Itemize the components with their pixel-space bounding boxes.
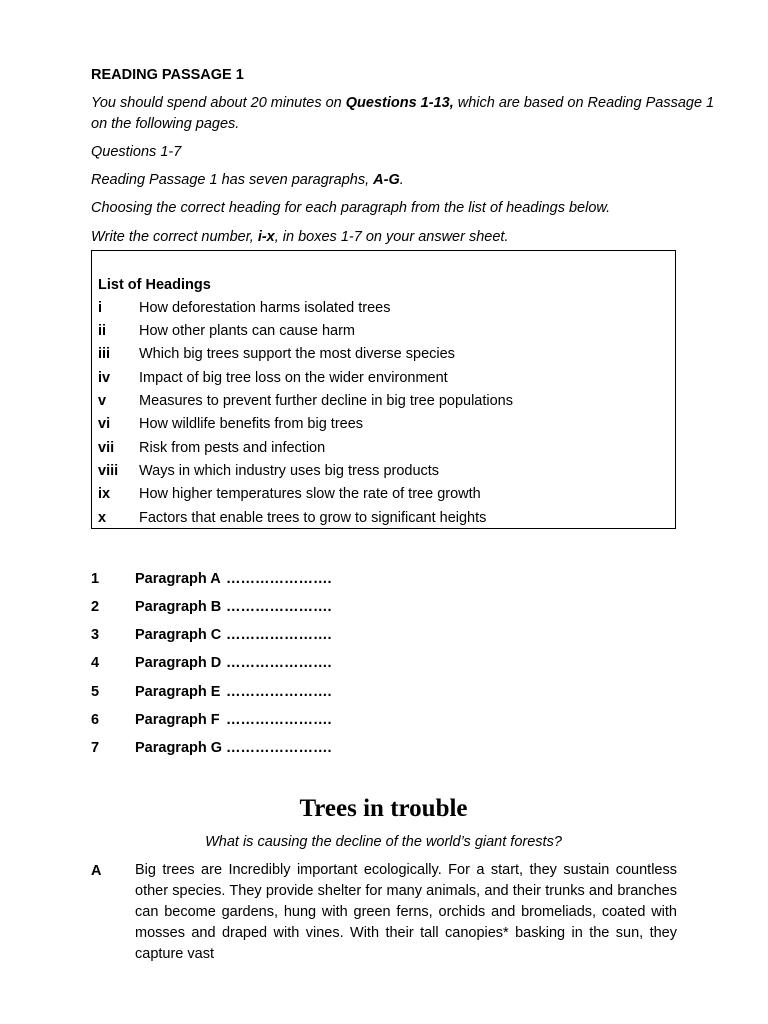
- question-row-4: 4 Paragraph D ………………….: [91, 655, 332, 671]
- heading-item: ii How other plants can cause harm: [98, 323, 355, 339]
- instruction-3: Choosing the correct heading for each paragraph from the list of headings below.: [91, 200, 611, 216]
- question-row-5: 5 Paragraph E ………………….: [91, 684, 332, 700]
- heading-item: iv Impact of big tree loss on the wider environment: [98, 370, 448, 386]
- paragraph-letter-a: A: [91, 863, 102, 879]
- questions-range: Questions 1-7: [91, 144, 182, 160]
- answer-blank[interactable]: ………………….: [226, 712, 332, 728]
- instruction-1-line-2: on the following pages.: [91, 116, 240, 132]
- heading-item: ix How higher temperatures slow the rate of tree growth: [98, 486, 481, 502]
- question-row-1: 1 Paragraph A ………………….: [91, 571, 332, 587]
- answer-blank[interactable]: ………………….: [226, 599, 332, 615]
- passage-title: Trees in trouble: [299, 795, 468, 822]
- answer-blank[interactable]: ………………….: [226, 571, 332, 587]
- heading-item: i How deforestation harms isolated trees: [98, 300, 391, 316]
- paragraph-a-text: Big trees are Incredibly important ecologically. For a start, they sustain countless other species. They provide shelter for many animals, and their trunks and branches can become gardens, hung with green ferns, orchids and bromeliads, coated with mosses and draped with vines. With their tall canopies* basking in the sun, they capture vast: [135, 862, 677, 962]
- heading-item: v Measures to prevent further decline in big tree populations: [98, 393, 513, 409]
- heading-item: vii Risk from pests and infection: [98, 440, 326, 456]
- heading-item: viii Ways in which industry uses big tress products: [98, 463, 440, 479]
- answer-blank[interactable]: ………………….: [226, 684, 332, 700]
- question-row-6: 6 Paragraph F ………………….: [91, 712, 332, 728]
- heading-item: vi How wildlife benefits from big trees: [98, 416, 364, 432]
- question-row-2: 2 Paragraph B ………………….: [91, 599, 332, 615]
- list-of-headings-box: [91, 250, 676, 529]
- passage-subtitle: What is causing the decline of the world’s giant forests?: [205, 834, 562, 850]
- answer-blank[interactable]: ………………….: [226, 627, 332, 643]
- question-row-3: 3 Paragraph C ………………….: [91, 627, 332, 643]
- section-title: READING PASSAGE 1: [91, 67, 244, 83]
- instruction-1-line-1: You should spend about 20 minutes on Questions 1-13, which are based on Reading Passage 1: [91, 95, 715, 111]
- heading-item: x Factors that enable trees to grow to significant heights: [98, 510, 487, 526]
- instruction-4: Write the correct number, i-x, in boxes 1-7 on your answer sheet.: [91, 229, 509, 245]
- heading-item: iii Which big trees support the most diverse species: [98, 346, 455, 362]
- question-row-7: 7 Paragraph G ………………….: [91, 740, 332, 756]
- answer-blank[interactable]: ………………….: [226, 740, 332, 756]
- headings-box-title: List of Headings: [98, 277, 211, 293]
- instruction-2: Reading Passage 1 has seven paragraphs, A-G.: [91, 172, 404, 188]
- answer-blank[interactable]: ………………….: [226, 655, 332, 671]
